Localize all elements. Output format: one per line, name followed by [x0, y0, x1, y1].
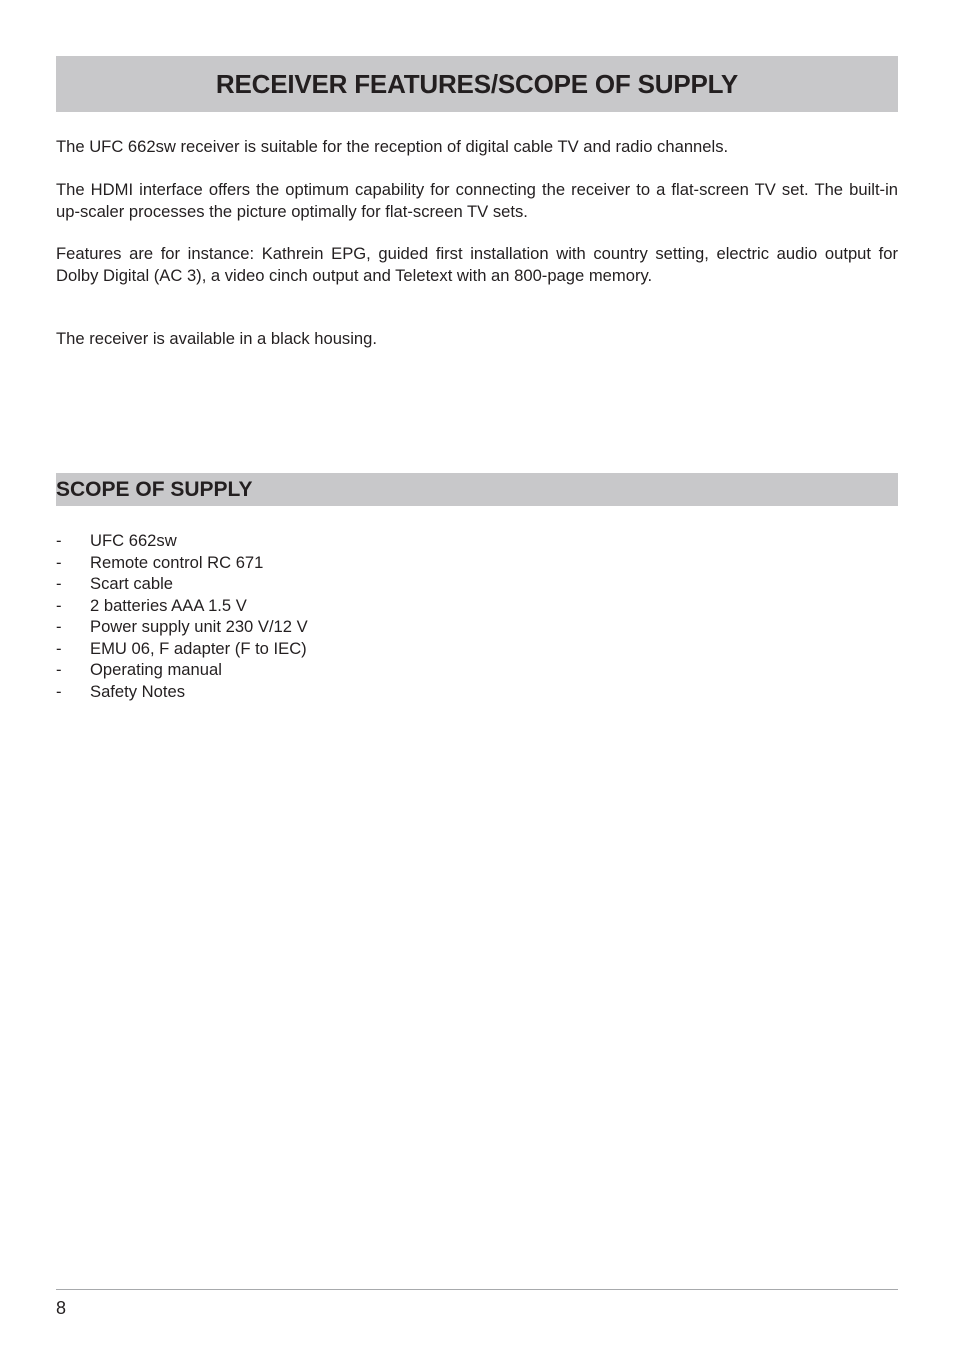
scope-section-bar [56, 473, 898, 506]
list-item [56, 595, 308, 617]
list-dash: - [56, 660, 62, 679]
page-title-bar [56, 56, 898, 112]
footer-divider [56, 1289, 898, 1290]
list-dash: - [56, 638, 62, 658]
list-dash: - [56, 531, 62, 550]
intro-paragraph-1: The UFC 662sw receiver is suitable for the reception of digital cable TV and radio channels. [56, 137, 729, 156]
list-item-text: EMU 06, F adapter (F to IEC) [90, 638, 307, 658]
list-item [56, 552, 308, 574]
scope-heading: SCOPE OF SUPPLY [56, 477, 253, 501]
page-number: 8 [56, 1298, 67, 1318]
list-item [56, 659, 308, 681]
list-item-text: 2 batteries AAA 1.5 V [90, 595, 247, 615]
list-item-text: Remote control RC 671 [90, 552, 264, 572]
list-item [56, 616, 308, 638]
list-dash: - [56, 681, 62, 701]
list-item-text: Power supply unit 230 V/12 V [90, 617, 308, 636]
list-item-text: Safety Notes [90, 681, 186, 701]
list-item-text: Operating manual [90, 660, 222, 679]
list-item [56, 681, 308, 703]
intro-paragraph-3: Features are for instance: Kathrein EPG, guided first installation with country setting, electric audio output for Dolby Digital (AC 3), a video cinch output and Teletext with an 800-page memory. [56, 244, 898, 285]
intro-paragraph-2: The HDMI interface offers the optimum capability for connecting the receiver to a flat-screen TV set. The built-in up-scaler processes the picture optimally for flat-screen TV sets. [56, 180, 898, 221]
list-item-text: Scart cable [90, 574, 174, 593]
list-dash: - [56, 552, 62, 572]
list-item-text: UFC 662sw [90, 531, 177, 550]
supply-list [56, 530, 308, 702]
list-item [56, 638, 308, 660]
list-dash: - [56, 617, 62, 636]
page-title: RECEIVER FEATURES/SCOPE OF SUPPLY [215, 68, 739, 99]
list-dash: - [56, 574, 62, 593]
list-item [56, 530, 308, 552]
list-dash: - [56, 595, 62, 615]
intro-paragraph-4: The receiver is available in a black housing. [56, 329, 377, 348]
list-item [56, 573, 308, 595]
